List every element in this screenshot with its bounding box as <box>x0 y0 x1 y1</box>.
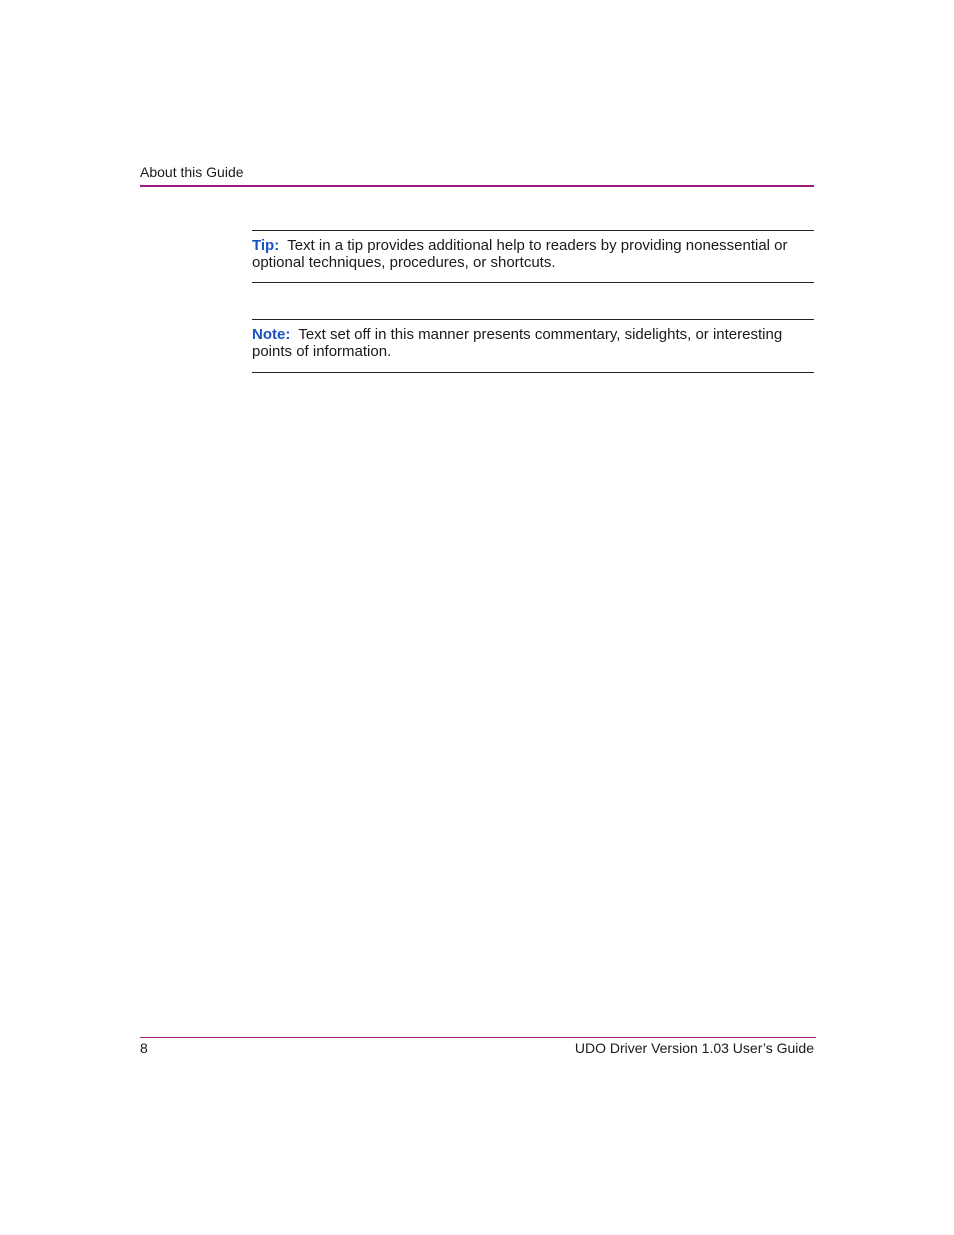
page-number: 8 <box>140 1040 148 1056</box>
footer-document-title: UDO Driver Version 1.03 User’s Guide <box>574 1040 814 1056</box>
running-header-title: About this Guide <box>140 164 244 180</box>
tip-label: Tip: <box>252 237 280 254</box>
footer-divider <box>140 1037 816 1038</box>
header-divider <box>140 185 814 187</box>
note-callout <box>252 319 814 373</box>
tip-callout <box>252 230 814 283</box>
tip-text: Text in a tip provides additional help to readers by providing nonessential or optional techniques, procedures, or shortcuts. <box>252 237 788 271</box>
note-text: Text set off in this manner presents commentary, sidelights, or interesting points of information. <box>252 326 783 360</box>
note-label: Note: <box>252 326 291 343</box>
